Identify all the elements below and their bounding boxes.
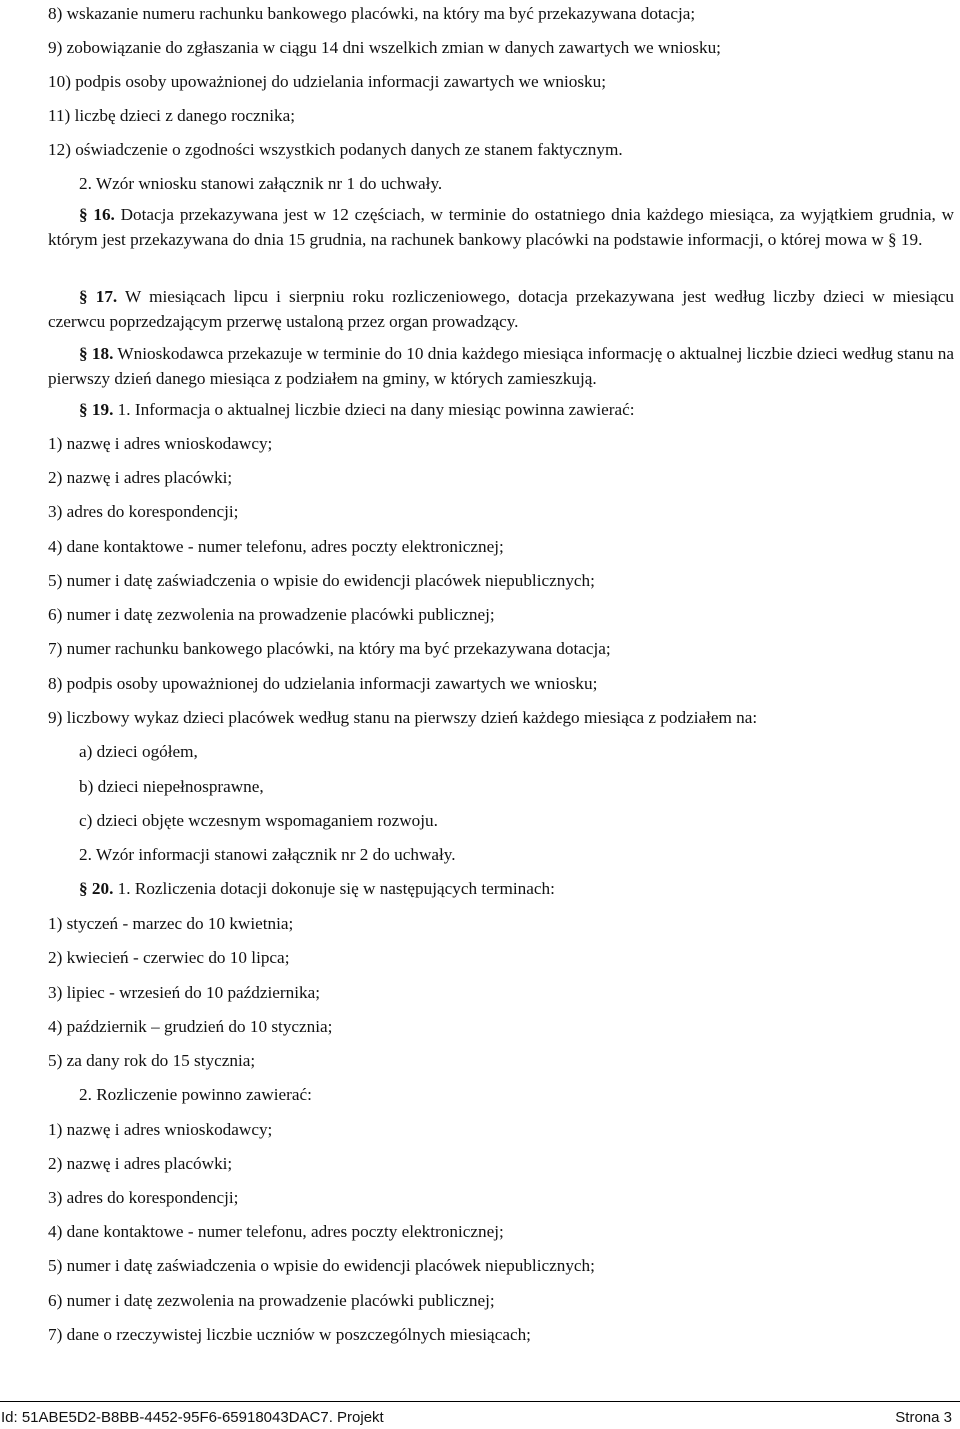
section-17 (48, 285, 954, 334)
sub-list-item: c) dzieci objęte wczesnym wspomaganiem rozwoju. (79, 811, 438, 830)
document-id: Id: 51ABE5D2-B8BB-4452-95F6-65918043DAC7. Projekt (1, 1409, 384, 1426)
list-item: 9) zobowiązanie do zgłaszania w ciągu 14 dni wszelkich zmian w danych zawartych we wniosku; (48, 38, 721, 57)
section-text: 1. Informacja o aktualnej liczbie dzieci na dany miesiąc powinna zawierać: (113, 400, 635, 419)
section-18 (48, 342, 954, 391)
section-number: § 19. (79, 400, 114, 419)
list-item: 3) adres do korespondencji; (48, 1188, 239, 1207)
list-item: 7) dane o rzeczywistej liczbie uczniów w poszczególnych miesiącach; (48, 1325, 531, 1344)
section-text: 1. Rozliczenia dotacji dokonuje się w następujących terminach: (113, 879, 555, 898)
list-item: 10) podpis osoby upoważnionej do udzielania informacji zawartych we wniosku; (48, 72, 606, 91)
section-19 (79, 400, 952, 420)
list-item: 8) podpis osoby upoważnionej do udzielania informacji zawartych we wniosku; (48, 674, 598, 693)
sub-list-item: a) dzieci ogółem, (79, 742, 198, 761)
list-item: 6) numer i datę zezwolenia na prowadzenie placówki publicznej; (48, 605, 495, 624)
page-number: Strona 3 (895, 1409, 952, 1426)
paragraph-20-2: 2. Rozliczenie powinno zawierać: (79, 1085, 312, 1104)
list-item: 4) dane kontaktowe - numer telefonu, adres poczty elektronicznej; (48, 1222, 504, 1241)
section-16 (48, 203, 954, 252)
list-item: 2) nazwę i adres placówki; (48, 1154, 233, 1173)
section-text: W miesiącach lipcu i sierpniu roku rozliczeniowego, dotacja przekazywana jest według liczby dzieci w miesiącu czerwcu poprzedzającym przerwę ustaloną przez organ prowadzący. (48, 287, 955, 331)
section-text: Wnioskodawca przekazuje w terminie do 10 dnia każdego miesiąca informację o aktualnej liczbie dzieci według stanu na pierwszy dzień danego miesiąca z podziałem na gminy, w których zamieszkują. (48, 344, 954, 388)
list-item: 1) nazwę i adres wnioskodawcy; (48, 1120, 273, 1139)
section-number: § 17. (79, 287, 118, 306)
paragraph-19-2: 2. Wzór informacji stanowi załącznik nr 2 do uchwały. (79, 845, 456, 864)
list-item: 5) numer i datę zaświadczenia o wpisie do ewidencji placówek niepublicznych; (48, 1256, 595, 1275)
list-item: 4) październik – grudzień do 10 stycznia; (48, 1017, 333, 1036)
list-item: 11) liczbę dzieci z danego rocznika; (48, 106, 296, 125)
list-item: 6) numer i datę zezwolenia na prowadzenie placówki publicznej; (48, 1291, 495, 1310)
list-item: 7) numer rachunku bankowego placówki, na który ma być przekazywana dotacja; (48, 639, 611, 658)
list-item: 8) wskazanie numeru rachunku bankowego placówki, na który ma być przekazywana dotacja; (48, 4, 696, 23)
list-item: 2) kwiecień - czerwiec do 10 lipca; (48, 948, 290, 967)
list-item: 5) numer i datę zaświadczenia o wpisie do ewidencji placówek niepublicznych; (48, 571, 595, 590)
list-item: 5) za dany rok do 15 stycznia; (48, 1051, 256, 1070)
list-item: 1) styczeń - marzec do 10 kwietnia; (48, 914, 294, 933)
section-number: § 18. (79, 344, 114, 363)
section-20 (79, 879, 952, 899)
list-item: 12) oświadczenie o zgodności wszystkich podanych danych ze stanem faktycznym. (48, 140, 623, 159)
list-item: 3) adres do korespondencji; (48, 502, 239, 521)
list-item: 4) dane kontaktowe - numer telefonu, adres poczty elektronicznej; (48, 537, 504, 556)
paragraph-15-2: 2. Wzór wniosku stanowi załącznik nr 1 do uchwały. (79, 174, 443, 193)
section-number: § 20. (79, 879, 114, 898)
list-item: 3) lipiec - wrzesień do 10 października; (48, 983, 321, 1002)
list-item: 2) nazwę i adres placówki; (48, 468, 233, 487)
footer-divider (0, 1401, 960, 1402)
section-text: Dotacja przekazywana jest w 12 częściach, w terminie do ostatniego dnia każdego miesiąca, za wyjątkiem grudnia, w którym jest przekazywana do dnia 15 grudnia, na rachunek bankowy placówki na podstawie informacji, o której mowa w § 19. (48, 205, 954, 249)
list-item: 9) liczbowy wykaz dzieci placówek według stanu na pierwszy dzień każdego miesiąca z podziałem na: (48, 708, 758, 727)
section-number: § 16. (79, 205, 115, 224)
sub-list-item: b) dzieci niepełnosprawne, (79, 777, 264, 796)
list-item: 1) nazwę i adres wnioskodawcy; (48, 434, 273, 453)
